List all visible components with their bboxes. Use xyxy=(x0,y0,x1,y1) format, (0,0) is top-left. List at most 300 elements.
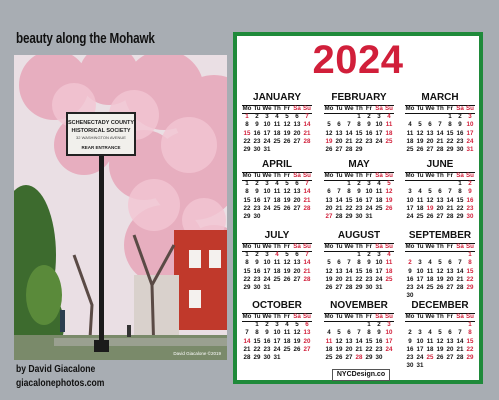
day-cell: 14 xyxy=(345,129,353,137)
day-cell: 29 xyxy=(243,283,251,291)
weekday-header: Sa xyxy=(456,105,464,112)
month-february xyxy=(324,91,394,154)
month-name: FEBRUARY xyxy=(331,92,387,103)
weekday-header: Th xyxy=(355,243,363,250)
weekday-header: Tu xyxy=(416,172,424,179)
day-cell: 22 xyxy=(355,275,363,283)
day-cell: 28 xyxy=(456,283,464,291)
weekday-header: Sa xyxy=(456,243,464,250)
day-cell: 24 xyxy=(263,204,271,212)
day-cell: 1 xyxy=(448,113,452,121)
day-cell: 30 xyxy=(406,362,414,370)
day-cell: 29 xyxy=(446,145,454,153)
calendar-year: 2024 xyxy=(312,38,404,82)
weekday-header: We xyxy=(425,172,435,179)
weekday-header: Th xyxy=(436,172,444,179)
day-cell: 9 xyxy=(408,267,412,275)
empty-cell xyxy=(425,180,435,188)
day-cell: 7 xyxy=(438,121,442,129)
day-cell: 18 xyxy=(273,196,281,204)
day-cell: 2 xyxy=(255,251,259,259)
day-cell: 14 xyxy=(355,337,363,345)
day-cell: 21 xyxy=(436,137,444,145)
day-cell: 20 xyxy=(446,345,454,353)
day-cell: 25 xyxy=(283,345,291,353)
day-cell: 10 xyxy=(273,329,281,337)
day-cell: 28 xyxy=(303,137,311,145)
day-cell: 17 xyxy=(365,196,373,204)
day-cell: 3 xyxy=(367,180,371,188)
month-name: MAY xyxy=(348,159,370,170)
day-cell: 14 xyxy=(243,337,251,345)
day-cell: 10 xyxy=(263,121,271,129)
month-grid xyxy=(242,105,312,154)
weekday-header: Su xyxy=(385,243,393,250)
day-cell: 12 xyxy=(385,188,393,196)
day-cell: 4 xyxy=(285,321,289,329)
weekday-header: Fr xyxy=(283,172,291,179)
day-cell: 24 xyxy=(416,353,424,361)
day-cell: 14 xyxy=(446,196,454,204)
weekday-header: Su xyxy=(385,105,393,112)
weekday-header: Mo xyxy=(405,243,415,250)
day-cell: 29 xyxy=(345,212,353,220)
day-cell: 13 xyxy=(303,329,311,337)
weekday-header: Fr xyxy=(365,243,373,250)
day-cell: 12 xyxy=(416,129,424,137)
weekday-header: Th xyxy=(355,313,363,320)
day-cell: 29 xyxy=(253,353,261,361)
day-cell: 25 xyxy=(273,137,281,145)
empty-cell xyxy=(334,180,344,188)
weekday-header: Sa xyxy=(375,172,383,179)
day-cell: 20 xyxy=(446,275,454,283)
day-cell: 8 xyxy=(357,259,361,267)
svg-text:SCHENECTADY COUNTY: SCHENECTADY COUNTY xyxy=(67,120,135,126)
empty-cell xyxy=(334,251,344,259)
day-cell: 27 xyxy=(335,283,343,291)
weekday-header: Su xyxy=(385,313,393,320)
weekday-header: We xyxy=(425,105,435,112)
day-cell: 26 xyxy=(436,353,444,361)
month-grid xyxy=(324,313,394,362)
month-august xyxy=(324,229,394,292)
day-cell: 28 xyxy=(456,353,464,361)
day-cell: 2 xyxy=(377,321,381,329)
month-may xyxy=(324,158,394,221)
day-cell: 22 xyxy=(466,275,474,283)
day-cell: 15 xyxy=(466,337,474,345)
day-cell: 6 xyxy=(295,180,299,188)
day-cell: 17 xyxy=(273,337,281,345)
weekday-header: Mo xyxy=(242,243,252,250)
day-cell: 13 xyxy=(345,337,353,345)
day-cell: 27 xyxy=(335,145,343,153)
day-cell: 12 xyxy=(436,267,444,275)
empty-cell xyxy=(445,321,455,329)
day-cell: 3 xyxy=(265,113,269,121)
day-cell: 9 xyxy=(377,329,381,337)
day-cell: 18 xyxy=(406,137,414,145)
empty-cell xyxy=(435,180,445,188)
month-november xyxy=(324,299,394,362)
day-cell: 28 xyxy=(436,145,444,153)
day-cell: 25 xyxy=(273,275,281,283)
weekday-header: Su xyxy=(303,243,311,250)
day-cell: 13 xyxy=(335,267,343,275)
day-cell: 6 xyxy=(305,321,309,329)
calendar xyxy=(233,32,483,384)
weekday-header: Mo xyxy=(242,105,252,112)
weekday-header: Tu xyxy=(253,105,261,112)
weekday-header: Su xyxy=(466,313,474,320)
day-cell: 30 xyxy=(263,353,271,361)
day-cell: 11 xyxy=(385,259,393,267)
day-cell: 1 xyxy=(468,251,472,259)
day-cell: 3 xyxy=(418,329,422,337)
day-cell: 11 xyxy=(273,259,281,267)
day-cell: 30 xyxy=(365,283,373,291)
day-cell: 15 xyxy=(446,129,454,137)
day-cell: 23 xyxy=(253,204,261,212)
day-cell: 30 xyxy=(253,283,261,291)
day-cell: 5 xyxy=(337,329,341,337)
day-cell: 3 xyxy=(377,113,381,121)
weekday-header: Mo xyxy=(405,172,415,179)
day-cell: 29 xyxy=(466,353,474,361)
weekday-header: Sa xyxy=(293,105,301,112)
day-cell: 1 xyxy=(357,251,361,259)
empty-cell xyxy=(324,251,334,259)
month-grid xyxy=(405,313,475,370)
day-cell: 2 xyxy=(468,180,472,188)
day-cell: 3 xyxy=(275,321,279,329)
weekday-header: Sa xyxy=(456,313,464,320)
day-cell: 8 xyxy=(448,121,452,129)
day-cell: 10 xyxy=(375,121,383,129)
day-cell: 30 xyxy=(253,145,261,153)
day-cell: 2 xyxy=(265,321,269,329)
empty-cell xyxy=(445,251,455,259)
day-cell: 1 xyxy=(245,251,249,259)
day-cell: 5 xyxy=(285,180,289,188)
day-cell: 21 xyxy=(335,204,343,212)
day-cell: 31 xyxy=(263,283,271,291)
weekday-header: Th xyxy=(273,172,281,179)
day-cell: 1 xyxy=(468,321,472,329)
day-cell: 14 xyxy=(303,259,311,267)
day-cell: 19 xyxy=(416,137,424,145)
weekday-header: Su xyxy=(303,105,311,112)
weekday-header: Su xyxy=(303,172,311,179)
month-january xyxy=(242,91,312,154)
day-cell: 18 xyxy=(385,129,393,137)
day-cell: 22 xyxy=(345,204,353,212)
day-cell: 8 xyxy=(245,188,249,196)
day-cell: 17 xyxy=(406,204,414,212)
svg-text:32 WASHINGTON AVENUE: 32 WASHINGTON AVENUE xyxy=(76,135,126,140)
empty-cell xyxy=(242,321,252,329)
day-cell: 30 xyxy=(406,292,414,300)
month-name: JANUARY xyxy=(253,92,301,103)
day-cell: 27 xyxy=(345,353,353,361)
day-cell: 12 xyxy=(436,337,444,345)
empty-cell xyxy=(415,180,425,188)
day-cell: 31 xyxy=(263,145,271,153)
svg-text:David Giacalone ©2019: David Giacalone ©2019 xyxy=(173,351,221,356)
weekday-header: Fr xyxy=(365,313,373,320)
day-cell: 9 xyxy=(255,188,259,196)
weekday-header: Tu xyxy=(335,105,343,112)
day-cell: 25 xyxy=(385,137,393,145)
day-cell: 28 xyxy=(335,212,343,220)
weekday-header: Mo xyxy=(324,313,334,320)
weekday-header: Tu xyxy=(335,243,343,250)
day-cell: 14 xyxy=(436,129,444,137)
day-cell: 10 xyxy=(365,188,373,196)
weekday-header: Mo xyxy=(324,243,334,250)
day-cell: 14 xyxy=(303,188,311,196)
day-cell: 25 xyxy=(406,145,414,153)
day-cell: 18 xyxy=(385,267,393,275)
day-cell: 3 xyxy=(265,251,269,259)
day-cell: 5 xyxy=(285,113,289,121)
day-cell: 21 xyxy=(303,196,311,204)
day-cell: 21 xyxy=(303,267,311,275)
day-cell: 7 xyxy=(305,180,309,188)
day-cell: 16 xyxy=(365,129,373,137)
empty-cell xyxy=(415,113,425,121)
day-cell: 5 xyxy=(285,251,289,259)
day-cell: 17 xyxy=(263,196,271,204)
weekday-header: Tu xyxy=(253,243,261,250)
day-cell: 20 xyxy=(293,267,301,275)
empty-cell xyxy=(445,180,455,188)
day-cell: 15 xyxy=(243,267,251,275)
empty-cell xyxy=(425,321,435,329)
day-cell: 18 xyxy=(325,345,333,353)
day-cell: 4 xyxy=(275,251,279,259)
month-grid xyxy=(242,243,312,292)
empty-cell xyxy=(455,321,465,329)
svg-text:HISTORICAL SOCIETY: HISTORICAL SOCIETY xyxy=(71,128,131,134)
day-cell: 10 xyxy=(375,259,383,267)
day-cell: 16 xyxy=(375,337,383,345)
weekday-header: We xyxy=(425,313,435,320)
day-cell: 30 xyxy=(253,212,261,220)
day-cell: 22 xyxy=(253,345,261,353)
day-cell: 22 xyxy=(456,204,464,212)
photo-credit: by David Giacalone xyxy=(16,364,96,375)
day-cell: 31 xyxy=(273,353,281,361)
day-cell: 30 xyxy=(456,145,464,153)
weekday-header: Th xyxy=(355,105,363,112)
day-cell: 5 xyxy=(295,321,299,329)
day-cell: 6 xyxy=(337,259,341,267)
month-name: MARCH xyxy=(421,92,459,103)
month-grid xyxy=(324,105,394,154)
day-cell: 13 xyxy=(293,259,301,267)
day-cell: 3 xyxy=(387,321,391,329)
day-cell: 27 xyxy=(436,212,444,220)
day-cell: 22 xyxy=(355,137,363,145)
day-cell: 12 xyxy=(335,337,343,345)
day-cell: 24 xyxy=(375,275,383,283)
day-cell: 18 xyxy=(426,345,434,353)
month-april xyxy=(242,158,312,221)
weekday-header: We xyxy=(344,172,354,179)
day-cell: 3 xyxy=(377,251,381,259)
day-cell: 10 xyxy=(406,196,414,204)
weekday-header: Fr xyxy=(283,105,291,112)
day-cell: 7 xyxy=(337,188,341,196)
day-cell: 12 xyxy=(325,129,333,137)
day-cell: 16 xyxy=(263,337,271,345)
day-cell: 22 xyxy=(243,275,251,283)
day-cell: 24 xyxy=(263,275,271,283)
day-cell: 28 xyxy=(345,283,353,291)
day-cell: 11 xyxy=(385,121,393,129)
empty-cell xyxy=(334,321,344,329)
day-cell: 24 xyxy=(263,137,271,145)
empty-cell xyxy=(405,321,415,329)
day-cell: 4 xyxy=(275,180,279,188)
weekday-header: Tu xyxy=(416,313,424,320)
day-cell: 5 xyxy=(418,121,422,129)
day-cell: 11 xyxy=(416,196,424,204)
day-cell: 11 xyxy=(406,129,414,137)
day-cell: 27 xyxy=(293,275,301,283)
svg-text:REAR ENTRANCE: REAR ENTRANCE xyxy=(81,145,121,150)
weekday-header: Mo xyxy=(324,172,334,179)
weekday-header: Tu xyxy=(335,172,343,179)
day-cell: 19 xyxy=(283,196,291,204)
day-cell: 29 xyxy=(243,212,251,220)
day-cell: 13 xyxy=(293,121,301,129)
day-cell: 17 xyxy=(385,337,393,345)
day-cell: 28 xyxy=(243,353,251,361)
day-cell: 3 xyxy=(265,180,269,188)
day-cell: 19 xyxy=(436,345,444,353)
weekday-header: Mo xyxy=(242,172,252,179)
weekday-header: We xyxy=(344,105,354,112)
day-cell: 6 xyxy=(448,259,452,267)
day-cell: 1 xyxy=(367,321,371,329)
weekday-header: We xyxy=(344,243,354,250)
day-cell: 5 xyxy=(428,188,432,196)
month-name: APRIL xyxy=(262,159,292,170)
day-cell: 2 xyxy=(408,259,412,267)
month-grid xyxy=(405,243,475,300)
day-cell: 18 xyxy=(375,196,383,204)
day-cell: 9 xyxy=(367,259,371,267)
weekday-header: Th xyxy=(355,172,363,179)
day-cell: 7 xyxy=(347,259,351,267)
day-cell: 17 xyxy=(416,345,424,353)
day-cell: 14 xyxy=(303,121,311,129)
day-cell: 29 xyxy=(355,283,363,291)
day-cell: 19 xyxy=(426,204,434,212)
day-cell: 26 xyxy=(325,145,333,153)
weekday-header: Su xyxy=(303,313,311,320)
empty-cell xyxy=(334,113,344,121)
empty-cell xyxy=(415,321,425,329)
day-cell: 3 xyxy=(408,188,412,196)
weekday-header: Mo xyxy=(242,313,252,320)
day-cell: 24 xyxy=(416,283,424,291)
day-cell: 20 xyxy=(293,129,301,137)
day-cell: 22 xyxy=(243,204,251,212)
day-cell: 26 xyxy=(325,283,333,291)
empty-cell xyxy=(354,321,364,329)
day-cell: 24 xyxy=(406,212,414,220)
day-cell: 16 xyxy=(253,196,261,204)
day-cell: 6 xyxy=(295,113,299,121)
empty-cell xyxy=(324,113,334,121)
day-cell: 9 xyxy=(367,121,371,129)
day-cell: 26 xyxy=(283,204,291,212)
day-cell: 5 xyxy=(387,180,391,188)
day-cell: 8 xyxy=(468,259,472,267)
weekday-header: We xyxy=(425,243,435,250)
day-cell: 2 xyxy=(408,329,412,337)
day-cell: 23 xyxy=(263,345,271,353)
day-cell: 4 xyxy=(387,251,391,259)
day-cell: 28 xyxy=(303,204,311,212)
day-cell: 16 xyxy=(466,196,474,204)
day-cell: 26 xyxy=(293,345,301,353)
day-cell: 16 xyxy=(456,129,464,137)
weekday-header: We xyxy=(262,105,272,112)
day-cell: 7 xyxy=(305,113,309,121)
day-cell: 18 xyxy=(273,129,281,137)
weekday-header: Sa xyxy=(293,172,301,179)
empty-cell xyxy=(344,251,354,259)
weekday-header: Th xyxy=(273,105,281,112)
day-cell: 11 xyxy=(283,329,291,337)
day-cell: 31 xyxy=(365,212,373,220)
day-cell: 31 xyxy=(416,362,424,370)
day-cell: 20 xyxy=(436,204,444,212)
weekday-header: Tu xyxy=(335,313,343,320)
weekday-header: Mo xyxy=(405,313,415,320)
day-cell: 31 xyxy=(466,145,474,153)
day-cell: 28 xyxy=(446,212,454,220)
day-cell: 7 xyxy=(305,251,309,259)
day-cell: 7 xyxy=(448,188,452,196)
day-cell: 26 xyxy=(283,137,291,145)
day-cell: 5 xyxy=(438,259,442,267)
weekday-header: Th xyxy=(436,243,444,250)
day-cell: 23 xyxy=(365,137,373,145)
day-cell: 18 xyxy=(273,267,281,275)
day-cell: 18 xyxy=(426,275,434,283)
weekday-header: Tu xyxy=(253,172,261,179)
day-cell: 10 xyxy=(385,329,393,337)
day-cell: 1 xyxy=(347,180,351,188)
day-cell: 29 xyxy=(243,145,251,153)
day-cell: 9 xyxy=(458,121,462,129)
empty-cell xyxy=(405,251,415,259)
day-cell: 19 xyxy=(283,267,291,275)
day-cell: 19 xyxy=(325,275,333,283)
day-cell: 15 xyxy=(466,267,474,275)
month-name: OCTOBER xyxy=(252,300,302,311)
day-cell: 23 xyxy=(466,204,474,212)
day-cell: 9 xyxy=(255,121,259,129)
day-cell: 15 xyxy=(355,267,363,275)
month-grid xyxy=(324,172,394,221)
